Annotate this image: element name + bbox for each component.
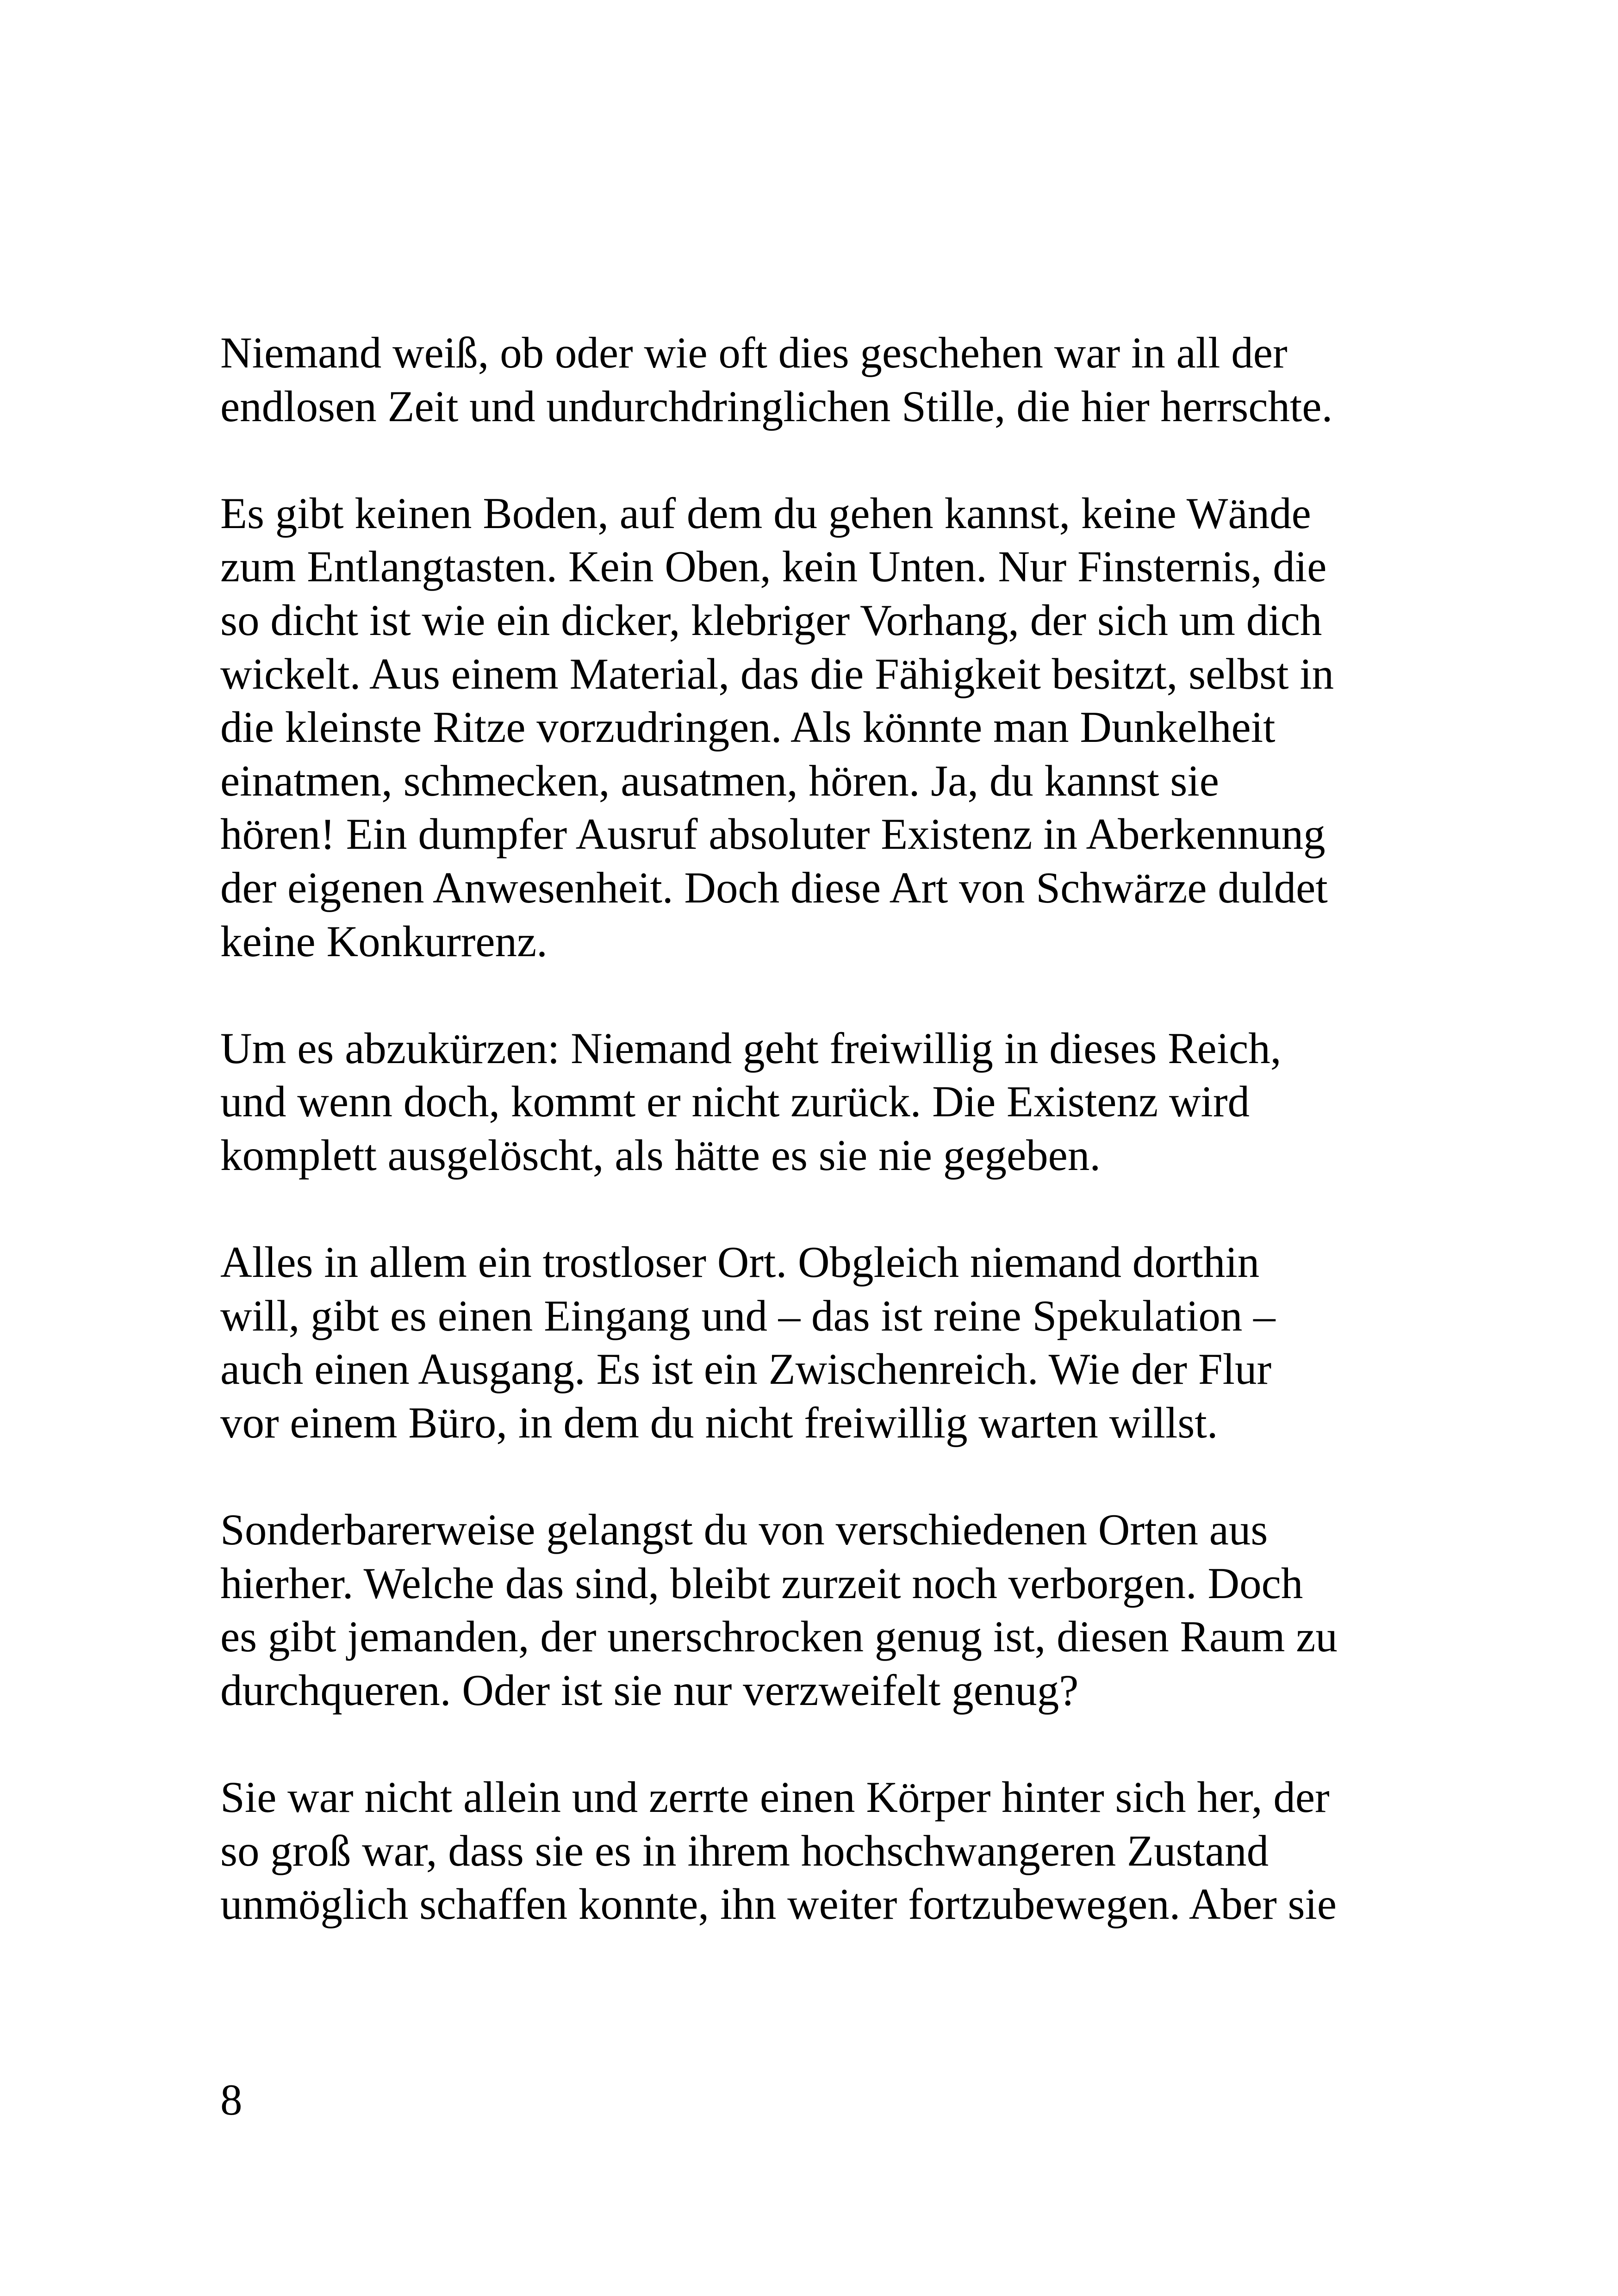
- text-line: wickelt. Aus einem Material, das die Fähigkeit besitzt, selbst in: [220, 649, 1334, 698]
- text-line: so dicht ist wie ein dicker, klebriger Vorhang, der sich um dich: [220, 595, 1322, 645]
- text-line: Alles in allem ein trostloser Ort. Obgleich niemand dorthin: [220, 1238, 1260, 1287]
- text-line: vor einem Büro, in dem du nicht freiwillig warten willst.: [220, 1398, 1218, 1447]
- text-line: einatmen, schmecken, ausatmen, hören. Ja, du kannst sie: [220, 756, 1219, 805]
- text-line: der eigenen Anwesenheit. Doch diese Art von Schwärze duldet: [220, 863, 1328, 912]
- text-line: durchqueren. Oder ist sie nur verzweifelt genug?: [220, 1665, 1079, 1715]
- page-number: 8: [220, 2075, 243, 2124]
- paragraph-2: [220, 487, 1433, 968]
- text-line: hören! Ein dumpfer Ausruf absoluter Existenz in Aberkennung: [220, 809, 1326, 859]
- text-line: zum Entlangtasten. Kein Oben, kein Unten. Nur Finsternis, die: [220, 542, 1327, 591]
- text-line: die kleinste Ritze vorzudringen. Als könnte man Dunkelheit: [220, 703, 1276, 752]
- paragraph-3: [220, 1022, 1433, 1182]
- text-line: hierher. Welche das sind, bleibt zurzeit noch verborgen. Doch: [220, 1558, 1303, 1608]
- text-line: Sie war nicht allein und zerrte einen Körper hinter sich her, der: [220, 1773, 1330, 1822]
- text-line: will, gibt es einen Eingang und – das ist reine Spekulation –: [220, 1291, 1276, 1340]
- paragraph-5: [220, 1503, 1433, 1717]
- paragraph-1: [220, 326, 1433, 433]
- paragraph-6: [220, 1771, 1433, 1931]
- text-line: Niemand weiß, ob oder wie oft dies geschehen war in all der: [220, 328, 1288, 377]
- text-line: endlosen Zeit und undurchdringlichen Stille, die hier herrschte.: [220, 381, 1333, 431]
- text-line: Es gibt keinen Boden, auf dem du gehen kannst, keine Wände: [220, 488, 1311, 538]
- text-line: komplett ausgelöscht, als hätte es sie nie gegeben.: [220, 1130, 1101, 1180]
- text-line: es gibt jemanden, der unerschrocken genug ist, diesen Raum zu: [220, 1612, 1338, 1661]
- text-line: unmöglich schaffen konnte, ihn weiter fortzubewegen. Aber sie: [220, 1879, 1337, 1929]
- paragraph-4: [220, 1236, 1433, 1450]
- text-line: auch einen Ausgang. Es ist ein Zwischenreich. Wie der Flur: [220, 1344, 1272, 1394]
- text-line: Sonderbarerweise gelangst du von verschiedenen Orten aus: [220, 1505, 1268, 1555]
- text-line: keine Konkurrenz.: [220, 916, 548, 966]
- text-line: und wenn doch, kommt er nicht zurück. Die Existenz wird: [220, 1077, 1250, 1126]
- body-text: [220, 326, 1433, 1985]
- text-line: Um es abzukürzen: Niemand geht freiwillig in dieses Reich,: [220, 1023, 1282, 1073]
- text-line: so groß war, dass sie es in ihrem hochschwangeren Zustand: [220, 1826, 1269, 1875]
